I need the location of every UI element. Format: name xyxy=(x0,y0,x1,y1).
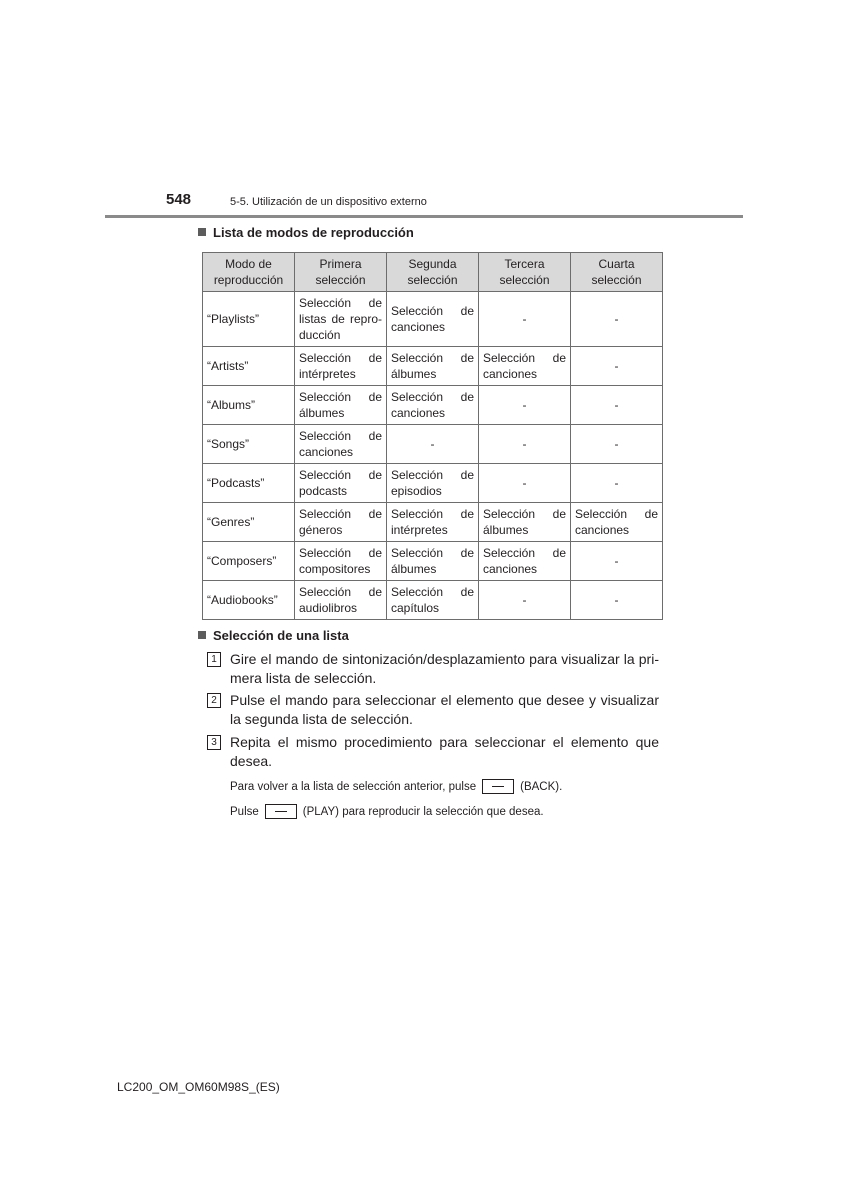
mode-cell: “Artists” xyxy=(203,347,295,386)
playback-modes-heading xyxy=(198,225,414,240)
page-number: 548 xyxy=(166,191,192,208)
selection-cell: Selección de listas de reproducción xyxy=(295,292,387,347)
selection-cell: Selección de intérpretes xyxy=(295,347,387,386)
selection-cell: - xyxy=(479,292,571,347)
column-header: Primera selección xyxy=(295,253,387,292)
selection-cell: Selección de álbumes xyxy=(479,503,571,542)
column-header: Cuarta selección xyxy=(571,253,663,292)
header-rule xyxy=(105,215,743,218)
table-row xyxy=(203,386,663,425)
step-text: Pulse el mando para seleccionar el elemento que desee y visualizar la segunda lista de selección. xyxy=(230,692,659,727)
selection-cell: Selección de álbumes xyxy=(387,542,479,581)
back-note-text: Para volver a la lista de selección anterior, pulse xyxy=(230,781,477,793)
selection-cell: - xyxy=(571,347,663,386)
play-button-icon xyxy=(265,804,297,819)
table-row xyxy=(203,464,663,503)
back-note-suffix: (BACK). xyxy=(520,781,563,793)
table-header-row xyxy=(203,253,663,292)
table-body xyxy=(203,292,663,620)
selection-cell: Selección de canciones xyxy=(479,542,571,581)
play-note xyxy=(230,804,544,820)
square-bullet-icon xyxy=(198,631,206,639)
step-text: Repita el mismo procedimiento para seleccionar el elemento que desea. xyxy=(230,734,659,769)
step-3 xyxy=(207,733,659,771)
step-number-box: 1 xyxy=(207,652,221,667)
column-header: Modo de reproducción xyxy=(203,253,295,292)
selection-cell: - xyxy=(479,464,571,503)
selection-cell: - xyxy=(571,425,663,464)
mode-cell: “Playlists” xyxy=(203,292,295,347)
list-selection-heading xyxy=(198,628,349,643)
list-selection-title: Selección de una lista xyxy=(213,628,349,643)
selection-cell: - xyxy=(571,464,663,503)
mode-cell: “Audiobooks” xyxy=(203,581,295,620)
section-reference: 5-5. Utilización de un dispositivo externo xyxy=(230,196,427,208)
step-number-box: 3 xyxy=(207,735,221,750)
selection-cell: Selección de álbumes xyxy=(387,347,479,386)
column-header: Tercera selección xyxy=(479,253,571,292)
document-code: LC200_OM_OM60M98S_(ES) xyxy=(117,1080,280,1094)
mode-cell: “Genres” xyxy=(203,503,295,542)
playback-modes-title: Lista de modos de reproducción xyxy=(213,225,414,240)
table-row xyxy=(203,347,663,386)
selection-cell: Selección de canciones xyxy=(479,347,571,386)
back-note xyxy=(230,779,562,795)
square-bullet-icon xyxy=(198,228,206,236)
table-row xyxy=(203,292,663,347)
selection-cell: Selección de canciones xyxy=(295,425,387,464)
selection-cell: - xyxy=(571,542,663,581)
selection-cell: - xyxy=(479,386,571,425)
selection-cell: Selección de audiolibros xyxy=(295,581,387,620)
selection-cell: - xyxy=(571,581,663,620)
selection-cell: Selección de géneros xyxy=(295,503,387,542)
selection-cell: Selección de podcasts xyxy=(295,464,387,503)
selection-cell: Selección de intérpretes xyxy=(387,503,479,542)
step-text: Gire el mando de sintonización/desplazamiento para visualizar la primera lista de selección. xyxy=(230,651,659,686)
column-header: Segunda selección xyxy=(387,253,479,292)
mode-cell: “Songs” xyxy=(203,425,295,464)
mode-cell: “Albums” xyxy=(203,386,295,425)
table-row xyxy=(203,503,663,542)
playback-modes-table xyxy=(202,252,663,620)
selection-cell: - xyxy=(479,581,571,620)
selection-cell: - xyxy=(571,292,663,347)
selection-cell: - xyxy=(479,425,571,464)
selection-cell: Selección de compositores xyxy=(295,542,387,581)
selection-cell: Selección de álbumes xyxy=(295,386,387,425)
selection-cell: Selección de canciones xyxy=(387,386,479,425)
selection-cell: - xyxy=(387,425,479,464)
back-button-icon xyxy=(482,779,514,794)
table-row xyxy=(203,581,663,620)
selection-cell: Selección de canciones xyxy=(387,292,479,347)
mode-cell: “Podcasts” xyxy=(203,464,295,503)
play-note-text: Pulse xyxy=(230,806,259,818)
mode-cell: “Composers” xyxy=(203,542,295,581)
selection-cell: Selección de capítulos xyxy=(387,581,479,620)
selection-cell: Selección de episodios xyxy=(387,464,479,503)
step-1 xyxy=(207,650,659,688)
selection-cell: - xyxy=(571,386,663,425)
selection-cell: Selección de canciones xyxy=(571,503,663,542)
step-2 xyxy=(207,691,659,729)
table-row xyxy=(203,542,663,581)
table-row xyxy=(203,425,663,464)
step-number-box: 2 xyxy=(207,693,221,708)
play-note-suffix: (PLAY) para reproducir la selección que desea. xyxy=(302,806,544,818)
